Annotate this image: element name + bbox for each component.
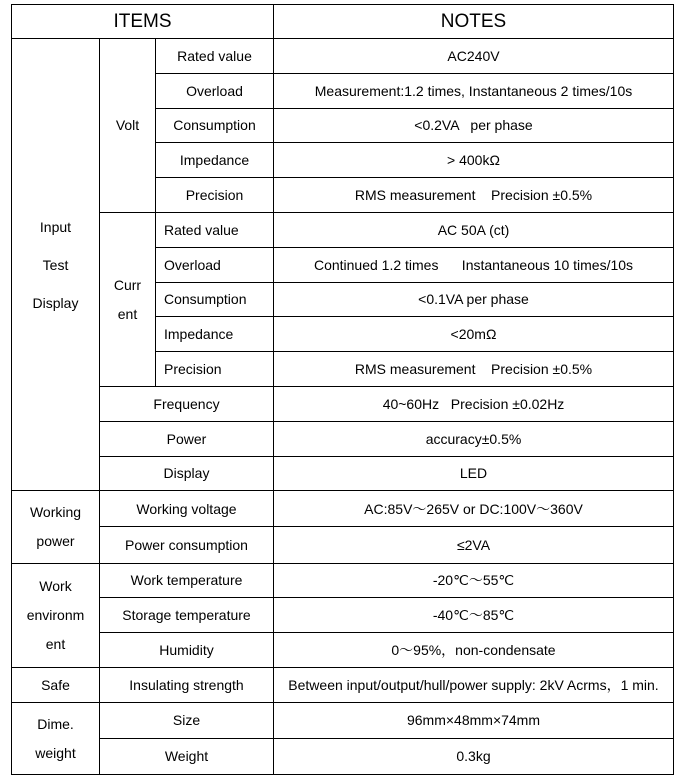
item-cell: Consumption bbox=[156, 282, 274, 317]
item-cell: Impedance bbox=[156, 317, 274, 352]
note-cell: RMS measurement Precision ±0.5% bbox=[274, 352, 674, 387]
table-header-row bbox=[12, 5, 674, 39]
note-cell: <0.2VA per phase bbox=[274, 108, 674, 143]
note-cell: 96mm×48mm×74mm bbox=[274, 702, 674, 738]
current-group: Curr ent bbox=[100, 212, 156, 386]
note-cell: -40℃～85℃ bbox=[274, 598, 674, 633]
item-cell: Storage temperature bbox=[100, 598, 274, 633]
note-cell: Measurement:1.2 times, Instantaneous 2 times/10s bbox=[274, 73, 674, 108]
specification-table bbox=[11, 4, 674, 775]
note-cell: <20mΩ bbox=[274, 317, 674, 352]
item-cell: Display bbox=[100, 456, 274, 491]
note-cell: ≤2VA bbox=[274, 527, 674, 563]
table-row bbox=[12, 491, 674, 527]
table-row bbox=[12, 212, 674, 247]
dime-weight-group: Dime. weight bbox=[12, 702, 100, 774]
table-row bbox=[12, 421, 674, 456]
safe-group: Safe bbox=[12, 667, 100, 702]
item-cell: Power consumption bbox=[100, 527, 274, 563]
item-cell: Frequency bbox=[100, 386, 274, 421]
input-test-display-group: Input Test Display bbox=[12, 39, 100, 491]
item-cell: Size bbox=[100, 702, 274, 738]
volt-group: Volt bbox=[100, 39, 156, 213]
item-cell: Precision bbox=[156, 352, 274, 387]
table-row bbox=[12, 598, 674, 633]
item-cell: Precision bbox=[156, 178, 274, 213]
work-environment-group: Work environm ent bbox=[12, 563, 100, 667]
note-cell: RMS measurement Precision ±0.5% bbox=[274, 178, 674, 213]
note-cell: -20℃～55℃ bbox=[274, 563, 674, 598]
item-cell: Impedance bbox=[156, 143, 274, 178]
note-cell: AC240V bbox=[274, 39, 674, 74]
table-row bbox=[12, 39, 674, 74]
table-row bbox=[12, 667, 674, 702]
working-power-group: Working power bbox=[12, 491, 100, 563]
note-cell: > 400kΩ bbox=[274, 143, 674, 178]
item-cell: Rated value bbox=[156, 39, 274, 74]
note-cell: accuracy±0.5% bbox=[274, 421, 674, 456]
item-cell: Work temperature bbox=[100, 563, 274, 598]
note-cell: <0.1VA per phase bbox=[274, 282, 674, 317]
note-cell: 0～95%，non-condensate bbox=[274, 633, 674, 668]
item-cell: Rated value bbox=[156, 212, 274, 247]
table-row bbox=[12, 527, 674, 563]
note-cell: Between input/output/hull/power supply: 2kV Acrms，1 min. bbox=[274, 667, 674, 702]
table-row bbox=[12, 563, 674, 598]
note-cell: AC 50A (ct) bbox=[274, 212, 674, 247]
items-header: ITEMS bbox=[12, 5, 274, 39]
item-cell: Insulating strength bbox=[100, 667, 274, 702]
item-cell: Consumption bbox=[156, 108, 274, 143]
item-cell: Humidity bbox=[100, 633, 274, 668]
table-row bbox=[12, 456, 674, 491]
note-cell: Continued 1.2 times Instantaneous 10 times/10s bbox=[274, 247, 674, 282]
note-cell: AC:85V～265V or DC:100V～360V bbox=[274, 491, 674, 527]
item-cell: Overload bbox=[156, 247, 274, 282]
table-row bbox=[12, 702, 674, 738]
note-cell: LED bbox=[274, 456, 674, 491]
item-cell: Power bbox=[100, 421, 274, 456]
table-row bbox=[12, 633, 674, 668]
note-cell: 0.3kg bbox=[274, 738, 674, 774]
item-cell: Weight bbox=[100, 738, 274, 774]
item-cell: Working voltage bbox=[100, 491, 274, 527]
note-cell: 40~60Hz Precision ±0.02Hz bbox=[274, 386, 674, 421]
item-cell: Overload bbox=[156, 73, 274, 108]
table-row bbox=[12, 738, 674, 774]
table-row bbox=[12, 386, 674, 421]
notes-header: NOTES bbox=[274, 5, 674, 39]
